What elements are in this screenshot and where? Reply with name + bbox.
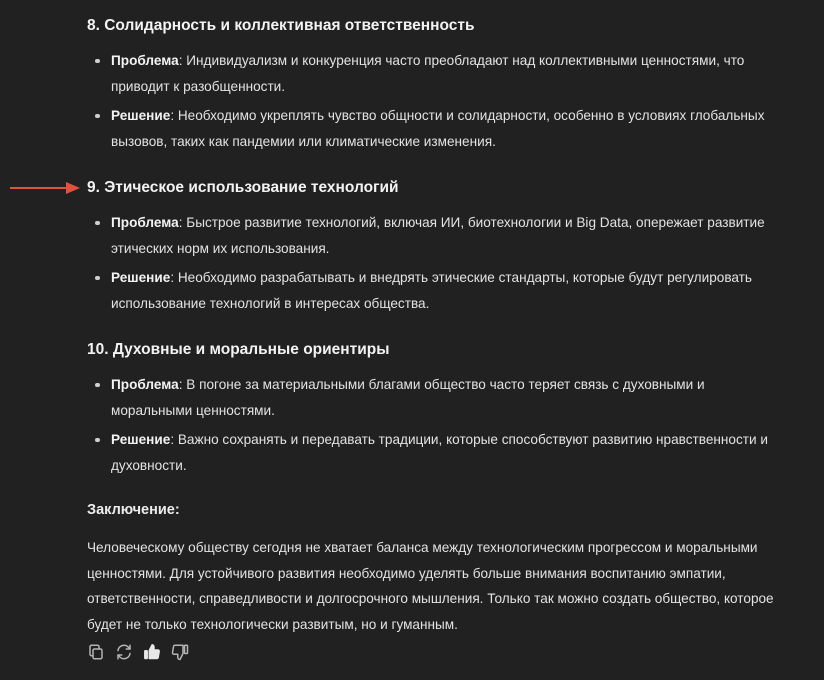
- list-item: [87, 427, 777, 478]
- copy-icon: [87, 643, 105, 661]
- copy-button[interactable]: [86, 642, 106, 662]
- message-content: [87, 14, 777, 637]
- bullet-list: [87, 210, 777, 316]
- regenerate-button[interactable]: [114, 642, 134, 662]
- list-item: [87, 103, 777, 154]
- section-title: 9. Этическое использование технологий: [87, 179, 399, 196]
- section-title: 10. Духовные и моральные ориентиры: [87, 341, 390, 358]
- bullet-list: [87, 372, 777, 478]
- item-label: Проблема: [111, 377, 179, 392]
- item-label: Решение: [111, 108, 171, 123]
- conclusion-title: Заключение:: [87, 502, 180, 518]
- list-item: [87, 372, 777, 423]
- bullet-list: [87, 48, 777, 154]
- list-item: [87, 210, 777, 261]
- item-text: : Индивидуализм и конкуренция часто преобладают над коллективными ценностями, что приводит к разобщенности.: [111, 53, 745, 94]
- item-text: : Необходимо укреплять чувство общности и солидарности, особенно в условиях глобальных вызовов, таких как пандемии или климатические изменения.: [111, 108, 765, 149]
- thumbs-down-icon: [171, 643, 189, 661]
- conclusion-text: Человеческому обществу сегодня не хватает баланса между технологическим прогрессом и моральными ценностями. Для устойчивого развития необходимо уделять больше внимания воспитанию эмпатии, ответственности, справедливости и долгосрочного мышления. Только так можно создать общество, которое будет не только технологически развитым, но и гуманным.: [87, 540, 774, 632]
- section-spiritual: [87, 338, 777, 478]
- item-label: Решение: [111, 270, 171, 285]
- section-solidarity: [87, 14, 777, 154]
- item-label: Проблема: [111, 215, 179, 230]
- item-text: : Необходимо разрабатывать и внедрять этические стандарты, которые будут регулировать использование технологий в интересах общества.: [111, 270, 752, 311]
- thumbs-up-button[interactable]: [142, 642, 162, 662]
- item-label: Решение: [111, 432, 171, 447]
- regenerate-icon: [115, 643, 133, 661]
- section-ethics: [87, 176, 777, 316]
- list-item: [87, 265, 777, 316]
- item-label: Проблема: [111, 53, 179, 68]
- item-text: : Быстрое развитие технологий, включая ИИ, биотехнологии и Big Data, опережает развитие этических норм их использования.: [111, 215, 765, 256]
- item-text: : Важно сохранять и передавать традиции, которые способствуют развитию нравственности и духовности.: [111, 432, 768, 473]
- thumbs-down-button[interactable]: [170, 642, 190, 662]
- list-item: [87, 48, 777, 99]
- annotation-arrow-icon: [10, 180, 82, 196]
- item-text: : В погоне за материальными благами общество часто теряет связь с духовными и моральными ценностями.: [111, 377, 705, 418]
- section-title: 8. Солидарность и коллективная ответственность: [87, 17, 475, 34]
- thumbs-up-icon: [143, 643, 161, 661]
- message-actions-toolbar: [86, 642, 190, 662]
